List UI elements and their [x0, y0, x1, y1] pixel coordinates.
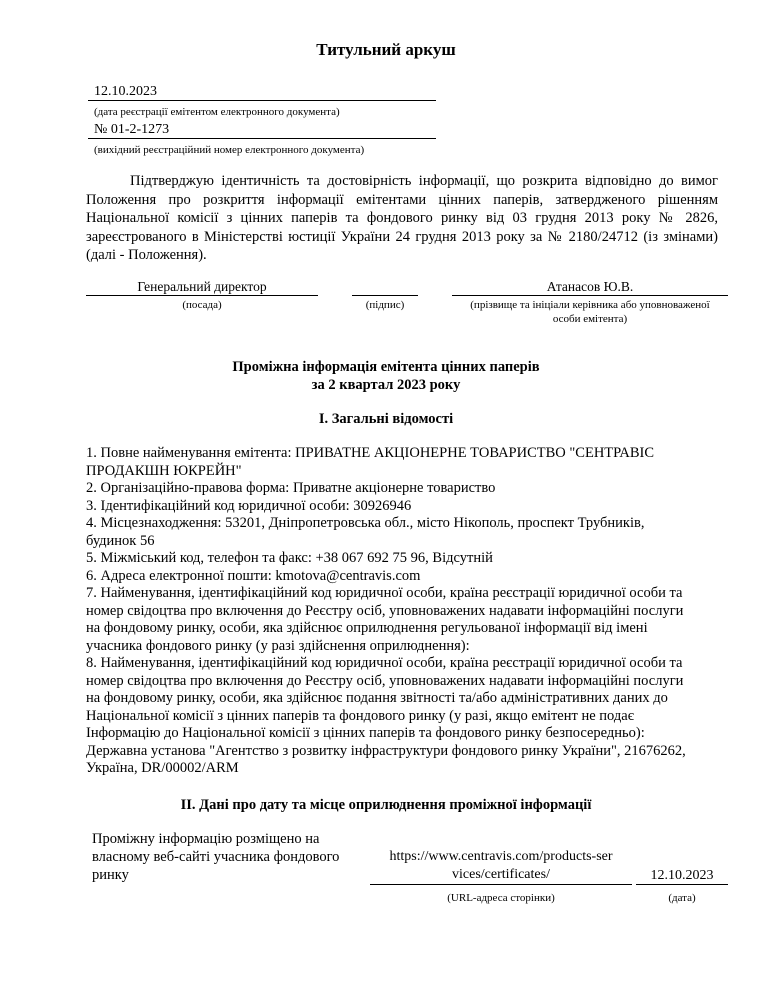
publication-url-caption: (URL-адреса сторінки): [447, 892, 555, 904]
publication-url-underline: [370, 884, 632, 885]
registration-date: 12.10.2023: [94, 84, 157, 99]
confirmation-line: Національної комісії з цінних паперів та фондового ринку від 03 грудня 2013 року № 2826,: [86, 210, 718, 226]
info-line: Національної комісії з цінних паперів та фондового ринку (у разі, якщо емітент не подає: [86, 707, 634, 724]
registration-number-line: [88, 138, 436, 139]
signature-position-caption: (посада): [182, 299, 222, 311]
confirmation-line: змінами) (далі - Положення).: [86, 228, 718, 263]
info-line: 1. Повне найменування емітента: ПРИВАТНЕ АКЦІОНЕРНЕ ТОВАРИСТВО "СЕНТРАВІС: [86, 445, 655, 461]
info-line: на фондовому ринку, особи, яка здійснює оприлюднення регульованої інформації від імені: [86, 620, 648, 636]
info-line: 4. Місцезнаходження: 53201, Дніпропетровська обл., місто Нікополь, проспект Трубників,: [86, 515, 645, 531]
signature-name-caption: [430, 298, 750, 326]
section2-heading: II. Дані про дату та місце оприлюднення проміжної інформації: [180, 797, 592, 813]
confirmation-line: Положення про розкриття інформації емітентами цінних паперів, затвердженого рішенням: [86, 191, 718, 208]
info-line: будинок 56: [86, 532, 155, 549]
registration-date-line: [88, 100, 436, 101]
info-line: номер свідоцтва про включення до Реєстру осіб, уповноважених надавати інформаційні послуги: [86, 602, 684, 619]
confirmation-line: Підтверджую ідентичність та достовірність інформації, що розкрита відповідно до вимог: [130, 173, 718, 189]
publication-url-line: https://www.centravis.com/products-ser: [389, 849, 613, 864]
publication-date-underline: [636, 884, 728, 885]
signature-field: [352, 279, 418, 296]
confirmation-paragraph: [86, 172, 718, 265]
confirmation-line: зареєстрованого в Міністерстві юстиції України 24 грудня 2013 року за № 2180/24712 (із: [86, 228, 658, 245]
info-line: 6. Адреса електронної пошти: kmotova@centravis.com: [86, 567, 421, 584]
publication-text-line: Проміжну інформацію розміщено на: [92, 831, 320, 847]
signature-name: Атанасов Ю.В.: [452, 279, 728, 296]
info-line: учасника фондового ринку (у разі здійснення оприлюднення):: [86, 637, 470, 654]
publication-url: [370, 848, 632, 884]
publication-url-line: vices/certificates/: [452, 867, 550, 882]
registration-date-caption: (дата реєстрації емітентом електронного документа): [94, 106, 340, 118]
report-heading-line2: за 2 квартал 2023 року: [311, 377, 461, 393]
info-line: Інформацію до Національної комісії з цінних паперів та фондового ринку безпосередньо):: [86, 725, 645, 741]
registration-number-caption: (вихідний реєстраційний номер електронного документа): [94, 144, 365, 156]
info-line: Державна установа "Агентство з розвитку інфраструктури фондового ринку України", 21676262,: [86, 742, 686, 759]
signature-name-caption-line: особи емітента): [552, 313, 628, 325]
registration-number: № 01-2-1273: [94, 122, 170, 137]
info-line: ПРОДАКШН ЮКРЕЙН": [86, 462, 242, 479]
signature-name-caption-line: (прізвище та ініціали керівника або уповноваженої: [470, 299, 710, 311]
page-title: Титульний аркуш: [316, 40, 456, 59]
section1-heading: I. Загальні відомості: [318, 411, 454, 427]
info-line: 8. Найменування, ідентифікаційний код юридичної особи, країна реєстрації юридичної особи та: [86, 655, 683, 671]
publication-text-line: ринку: [92, 867, 129, 883]
report-heading-line1: Проміжна інформація емітента цінних паперів: [232, 359, 540, 375]
info-line: Україна, DR/00002/ARM: [86, 760, 239, 776]
info-line: номер свідоцтва про включення до Реєстру осіб, уповноважених надавати інформаційні послуги: [86, 672, 684, 689]
publication-description: [92, 830, 372, 884]
signature-position: Генеральний директор: [86, 279, 318, 296]
publication-date: 12.10.2023: [650, 868, 714, 883]
info-line: 3. Ідентифікаційний код юридичної особи: 30926946: [86, 497, 412, 514]
info-line: 7. Найменування, ідентифікаційний код юридичної особи, країна реєстрації юридичної особи та: [86, 585, 683, 601]
general-info-list: [86, 445, 726, 778]
signature-caption: (підпис): [365, 299, 405, 311]
publication-date-caption: (дата): [668, 892, 696, 904]
info-line: 2. Організаційно-правова форма: Приватне акціонерне товариство: [86, 480, 496, 496]
info-line: на фондовому ринку, особи, яка здійснює подання звітності та/або адміністративних даних до: [86, 690, 668, 706]
info-line: 5. Міжміський код, телефон та факс: +38 067 692 75 96, Відсутній: [86, 550, 493, 566]
publication-text-line: власному веб-сайті учасника фондового: [92, 849, 340, 865]
